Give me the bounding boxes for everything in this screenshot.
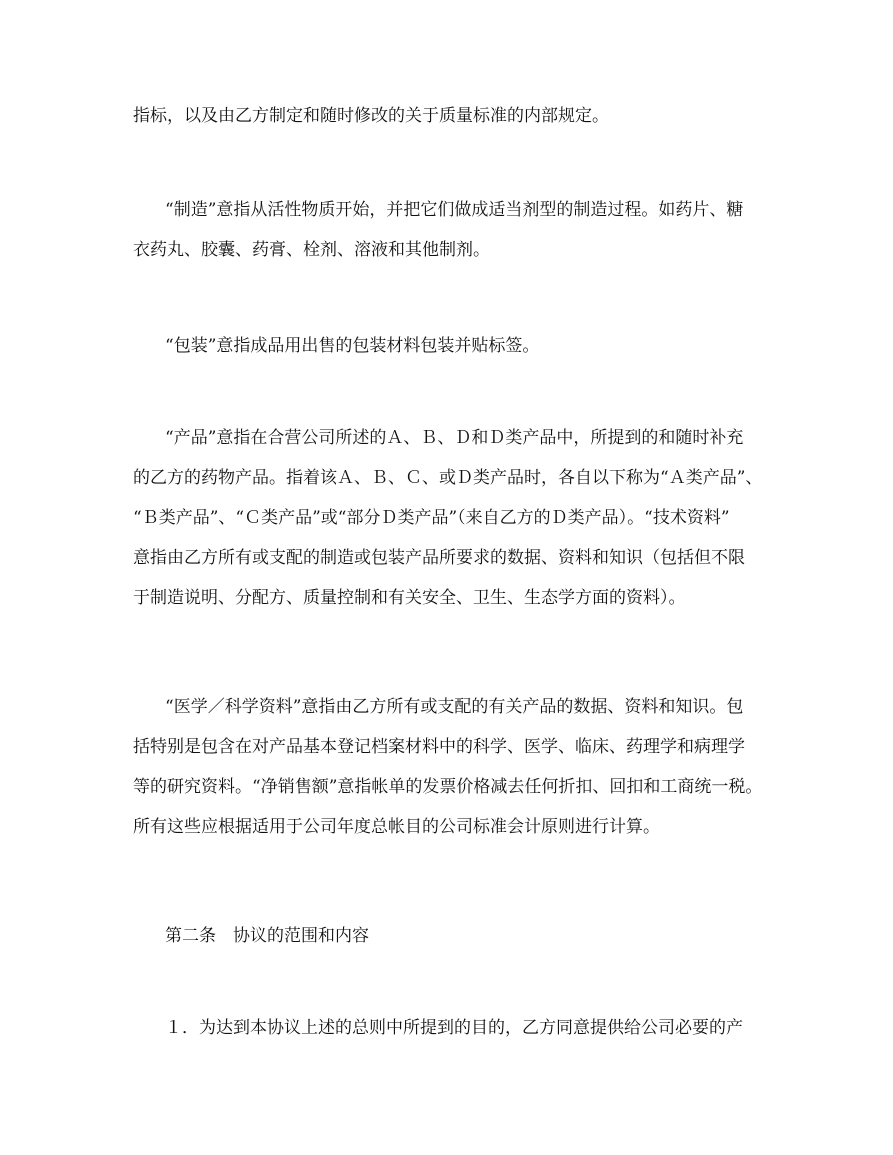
article-heading bbox=[133, 916, 773, 956]
text-line: 的乙方的药物产品。指着该Ａ、Ｂ、Ｃ、或Ｄ类产品时，各自以下称为“Ａ类产品”、 bbox=[133, 468, 763, 488]
text-line: 括特别是包含在对产品基本登记档案材料中的科学、医学、临床、药理学和病理学 bbox=[133, 737, 745, 757]
paragraph-manufacturing-definition bbox=[133, 190, 773, 270]
clause-1 bbox=[133, 1008, 773, 1048]
text-line: 衣药丸、胶囊、药膏、栓剂、溶液和其他制剂。 bbox=[133, 240, 490, 260]
article-title: 第二条 协议的范围和内容 bbox=[165, 926, 369, 946]
paragraph-quality-standards bbox=[133, 96, 773, 136]
text-line: “医学／科学资料”意指由乙方所有或支配的有关产品的数据、资料和知识。包 bbox=[165, 697, 744, 717]
paragraph-product-definition bbox=[133, 418, 773, 618]
text-line: 意指由乙方所有或支配的制造或包装产品所要求的数据、资料和知识（包括但不限 bbox=[133, 548, 745, 568]
text-line: “产品”意指在合营公司所述的Ａ、Ｂ、Ｄ和Ｄ类产品中，所提到的和随时补充 bbox=[165, 428, 744, 448]
text-line: 所有这些应根据适用于公司年度总帐目的公司标准会计原则进行计算。 bbox=[133, 817, 660, 837]
text-line: 等的研究资料。“净销售额”意指帐单的发票价格减去任何折扣、回扣和工商统一税。 bbox=[133, 777, 763, 797]
text-line: 指标，以及由乙方制定和随时修改的关于质量标准的内部规定。 bbox=[133, 106, 609, 126]
text-line: “Ｂ类产品”、“Ｃ类产品”或“部分Ｄ类产品”（来自乙方的Ｄ类产品）。“技术资料” bbox=[133, 508, 730, 528]
clause-text: １．为达到本协议上述的总则中所提到的目的，乙方同意提供给公司必要的产 bbox=[165, 1018, 743, 1038]
text-line: 于制造说明、分配方、质量控制和有关安全、卫生、生态学方面的资料）。 bbox=[133, 588, 686, 608]
text-line: “制造”意指从活性物质开始，并把它们做成适当剂型的制造过程。如药片、糖 bbox=[165, 200, 744, 220]
paragraph-medical-scientific-data bbox=[133, 687, 773, 847]
paragraph-packaging-definition bbox=[133, 326, 773, 366]
text-line: “包装”意指成品用出售的包装材料包装并贴标签。 bbox=[165, 336, 540, 356]
